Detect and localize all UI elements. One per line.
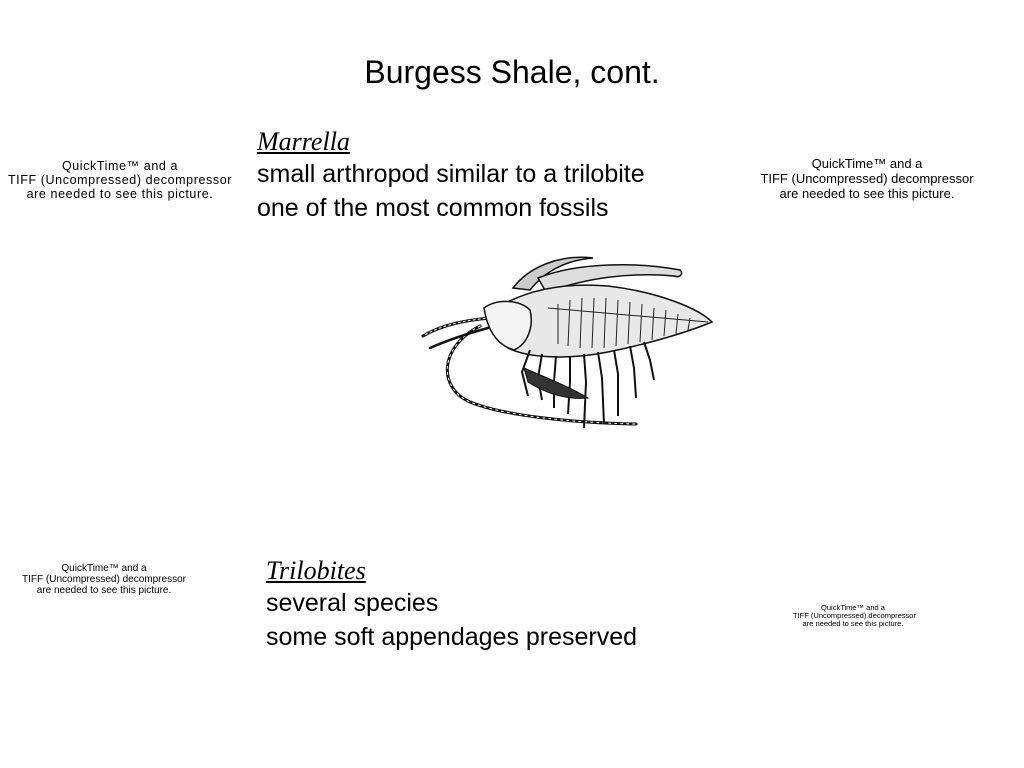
- placeholder-line: TIFF (Uncompressed) decompressor: [22, 574, 186, 585]
- image-placeholder-top-left: [0, 159, 240, 201]
- marrella-drawing-icon: [418, 248, 716, 436]
- marrella-line: small arthropod similar to a trilobite: [257, 160, 645, 188]
- image-placeholder-bottom-left: [14, 563, 194, 596]
- placeholder-line: QuickTime™ and a: [811, 156, 923, 171]
- marrella-text-block: [257, 127, 645, 225]
- placeholder-line: are needed to see this picture.: [36, 585, 172, 596]
- marrella-line: one of the most common fossils: [257, 194, 609, 222]
- placeholder-line: QuickTime™ and a: [61, 159, 179, 173]
- trilobites-line: some soft appendages preserved: [266, 623, 638, 651]
- trilobites-text-block: [266, 556, 637, 654]
- placeholder-line: QuickTime™ and a: [61, 563, 147, 574]
- placeholder-line: are needed to see this picture.: [779, 186, 955, 201]
- placeholder-line: TIFF (Uncompressed) decompressor: [760, 171, 974, 186]
- placeholder-line: TIFF (Uncompressed) decompressor: [7, 173, 233, 187]
- marrella-heading: Marrella: [257, 127, 350, 156]
- image-placeholder-bottom-right: [793, 603, 916, 628]
- slide-title: Burgess Shale, cont.: [364, 54, 660, 90]
- placeholder-line: are needed to see this picture.: [26, 187, 214, 201]
- trilobites-line: several species: [266, 589, 439, 617]
- trilobites-heading: Trilobites: [266, 556, 366, 585]
- image-placeholder-top-right: [742, 156, 992, 201]
- placeholder-line: TIFF (Uncompressed) decompressor: [793, 611, 916, 620]
- placeholder-line: are needed to see this picture.: [802, 619, 904, 628]
- placeholder-line: QuickTime™ and a: [821, 603, 885, 612]
